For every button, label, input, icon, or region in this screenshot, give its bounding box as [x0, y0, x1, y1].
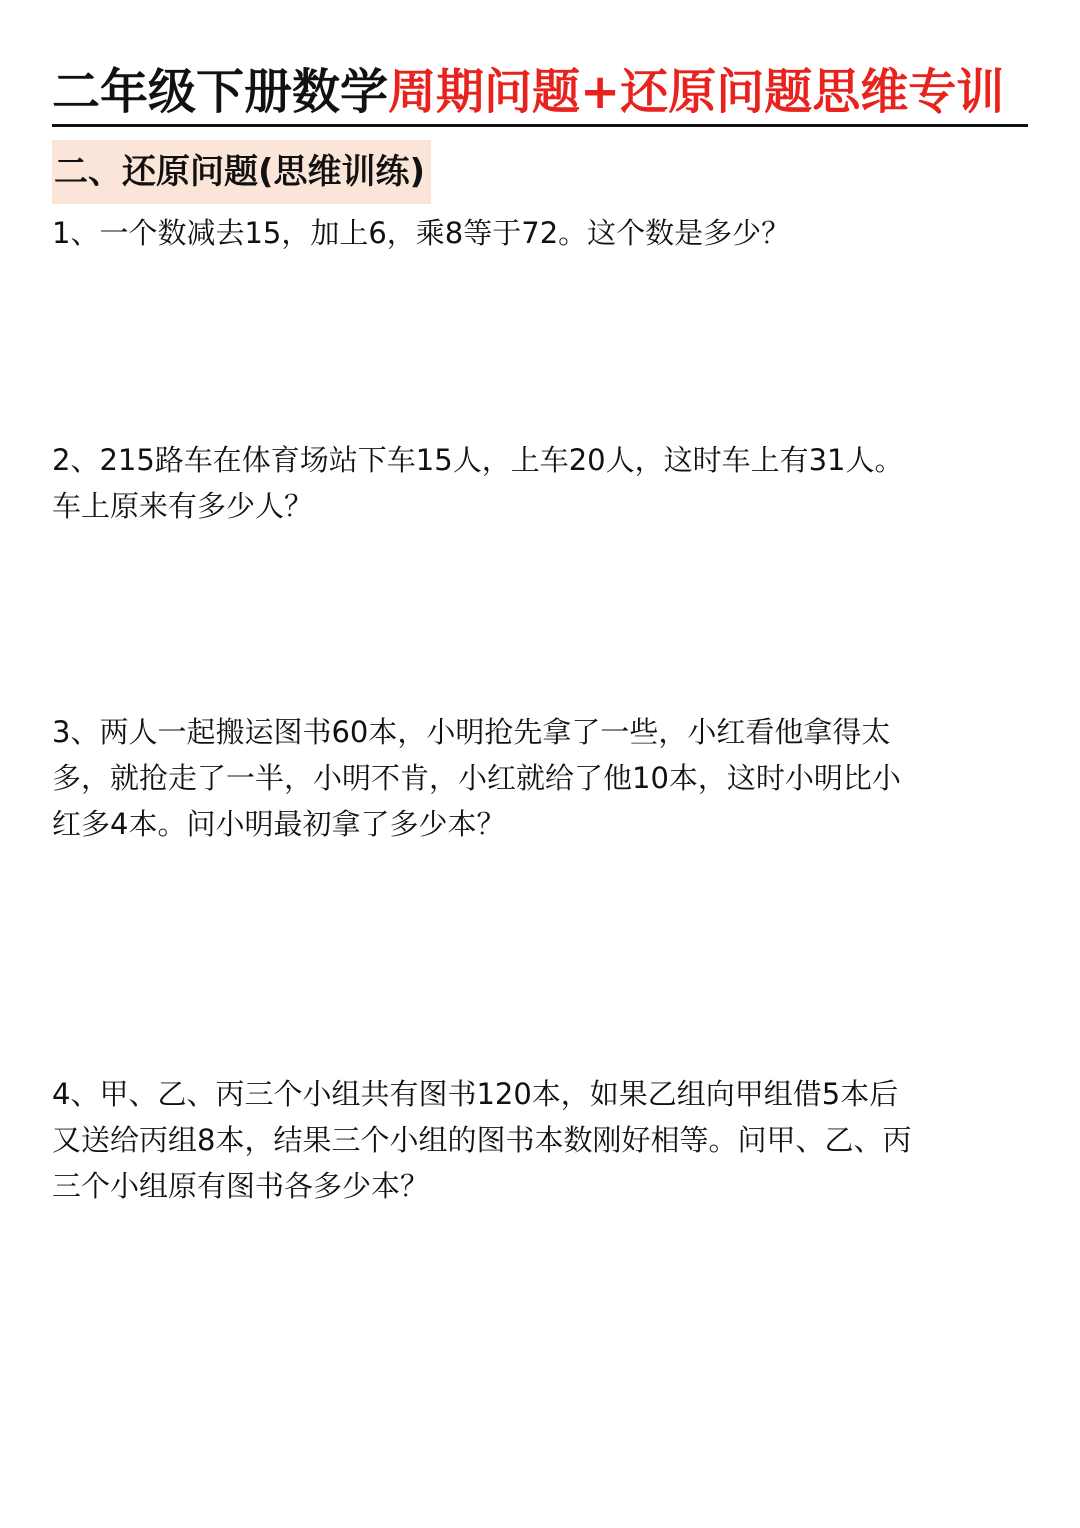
question-3-line-2: 多，就抢走了一半，小明不肯，小红就给了他10本，这时小明比小: [52, 761, 901, 795]
question-2: [52, 437, 1032, 529]
question-4-line-1: 4、甲、乙、丙三个小组共有图书120本，如果乙组向甲组借5本后: [52, 1077, 899, 1111]
title-grade-text: 二年级下册数学: [52, 64, 389, 120]
question-1-line-1: 1、一个数减去15，加上6，乘8等于72。这个数是多少？: [52, 216, 791, 250]
question-2-line-1: 2、215路车在体育场站下车15人，上车20人，这时车上有31人。: [52, 443, 904, 477]
question-3: [52, 709, 1032, 847]
section-heading: 二、还原问题(思维训练): [52, 140, 431, 204]
question-4-line-3: 三个小组原有图书各多少本？: [52, 1169, 430, 1203]
title-topic-text: 周期问题+还原问题思维专训: [388, 64, 1005, 120]
question-3-line-3: 红多4本。问小明最初拿了多少本？: [52, 807, 506, 841]
title-underline: [52, 124, 1028, 127]
page-title: [52, 60, 1028, 124]
question-3-line-1: 3、两人一起搬运图书60本，小明抢先拿了一些，小红看他拿得太: [52, 715, 891, 749]
question-1: [52, 210, 1032, 256]
question-4: [52, 1071, 1032, 1209]
question-2-line-2: 车上原来有多少人？: [52, 489, 314, 523]
question-4-line-2: 又送给丙组8本，结果三个小组的图书本数刚好相等。问甲、乙、丙: [52, 1123, 912, 1157]
